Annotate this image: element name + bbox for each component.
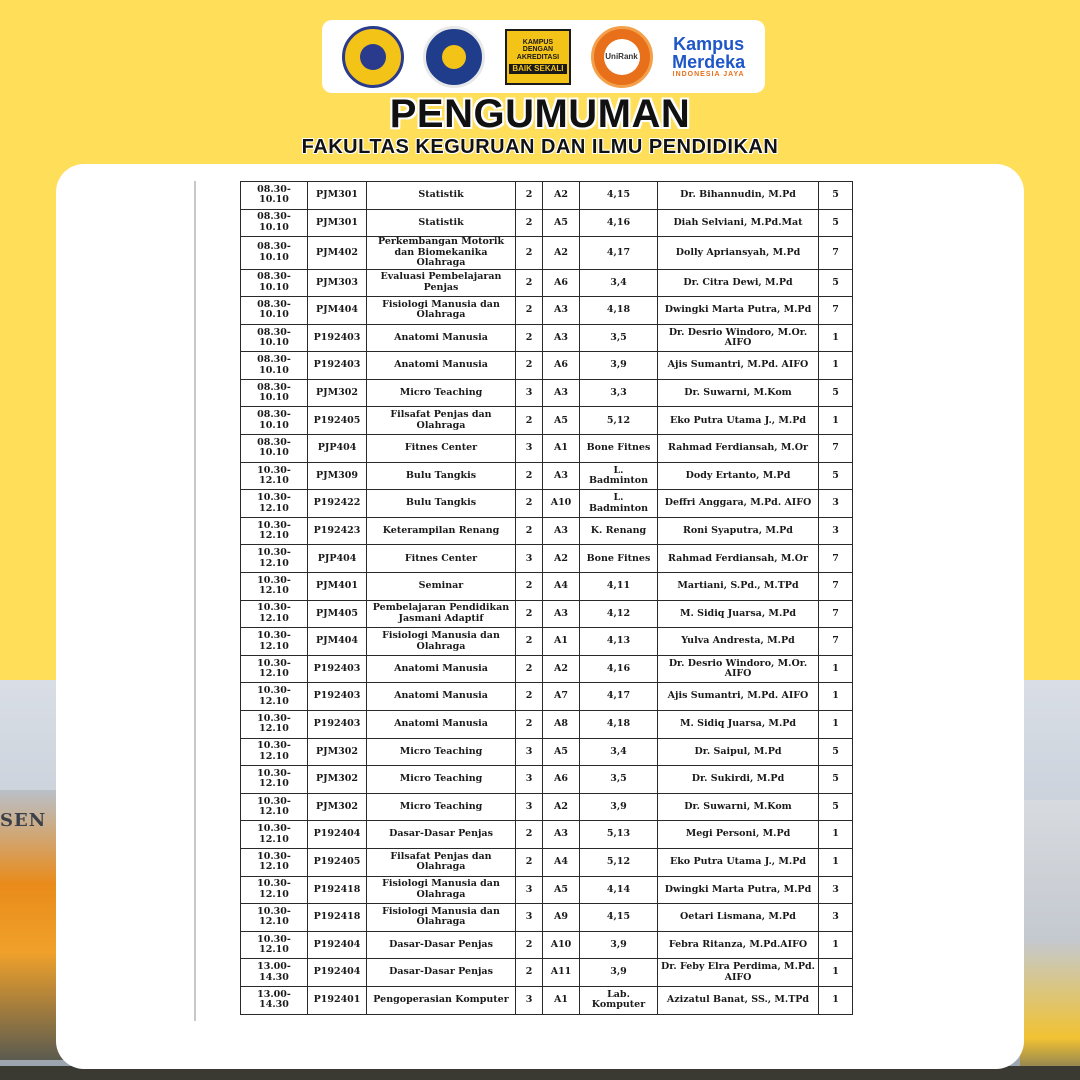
- semester-cell: 5: [819, 738, 853, 766]
- time-cell: 08.30-10.10: [241, 379, 308, 407]
- room-cell: 4,16: [580, 209, 658, 237]
- page-title: PENGUMUMAN: [389, 92, 691, 136]
- course-name-cell: Dasar-Dasar Penjas: [367, 931, 516, 959]
- sks-cell: 2: [516, 628, 543, 656]
- kampus-merdeka-line2: Merdeka: [672, 52, 746, 72]
- akreditasi-line3: AKREDITASI: [516, 53, 560, 61]
- table-row: [241, 237, 853, 269]
- table-row: [241, 986, 853, 1014]
- semester-cell: 5: [819, 462, 853, 490]
- kampus-merdeka-line1: Kampus: [673, 34, 745, 54]
- room-cell: 5,13: [580, 821, 658, 849]
- room-cell: 4,15: [580, 182, 658, 210]
- time-cell: 10.30-12.10: [241, 931, 308, 959]
- time-cell: 08.30-10.10: [241, 407, 308, 435]
- sks-cell: 2: [516, 462, 543, 490]
- sks-cell: 2: [516, 407, 543, 435]
- course-name-cell: Micro Teaching: [367, 793, 516, 821]
- sks-cell: 3: [516, 793, 543, 821]
- class-cell: A3: [543, 379, 580, 407]
- course-name-cell: Perkembangan Motorik dan Biomekanika Olahraga: [367, 237, 516, 269]
- course-name-cell: Fisiologi Manusia dan Olahraga: [367, 904, 516, 932]
- time-cell: 13.00-14.30: [241, 986, 308, 1014]
- time-cell: 10.30-12.10: [241, 738, 308, 766]
- lecturer-cell: Dr. Suwarni, M.Kom: [658, 379, 819, 407]
- lecturer-cell: Ajis Sumantri, M.Pd. AIFO: [658, 352, 819, 380]
- room-cell: L. Badminton: [580, 462, 658, 490]
- course-name-cell: Fisiologi Manusia dan Olahraga: [367, 628, 516, 656]
- table-row: [241, 435, 853, 463]
- table-row: [241, 876, 853, 904]
- lecturer-cell: Dr. Citra Dewi, M.Pd: [658, 269, 819, 297]
- class-cell: A5: [543, 876, 580, 904]
- class-cell: A3: [543, 297, 580, 325]
- semester-cell: 1: [819, 959, 853, 987]
- course-name-cell: Bulu Tangkis: [367, 490, 516, 518]
- table-row: [241, 738, 853, 766]
- table-row: [241, 959, 853, 987]
- course-code-cell: PJM309: [308, 462, 367, 490]
- time-cell: 10.30-12.10: [241, 683, 308, 711]
- sks-cell: 3: [516, 876, 543, 904]
- sks-cell: 2: [516, 600, 543, 628]
- course-name-cell: Anatomi Manusia: [367, 352, 516, 380]
- course-name-cell: Evaluasi Pembelajaran Penjas: [367, 269, 516, 297]
- table-row: [241, 573, 853, 601]
- semester-cell: 3: [819, 904, 853, 932]
- sks-cell: 2: [516, 182, 543, 210]
- document-card: [56, 164, 1024, 1069]
- course-code-cell: PJM303: [308, 269, 367, 297]
- course-code-cell: P192403: [308, 655, 367, 683]
- time-cell: 10.30-12.10: [241, 490, 308, 518]
- semester-cell: 1: [819, 407, 853, 435]
- semester-cell: 1: [819, 352, 853, 380]
- class-cell: A11: [543, 959, 580, 987]
- document-edge: [194, 181, 196, 1021]
- lecturer-cell: Megi Personi, M.Pd: [658, 821, 819, 849]
- lecturer-cell: Dr. Bihannudin, M.Pd: [658, 182, 819, 210]
- sks-cell: 2: [516, 959, 543, 987]
- class-cell: A5: [543, 738, 580, 766]
- lecturer-cell: Eko Putra Utama J., M.Pd: [658, 848, 819, 876]
- room-cell: L. Badminton: [580, 490, 658, 518]
- time-cell: 10.30-12.10: [241, 462, 308, 490]
- time-cell: 08.30-10.10: [241, 209, 308, 237]
- course-name-cell: Micro Teaching: [367, 766, 516, 794]
- sks-cell: 2: [516, 711, 543, 739]
- table-row: [241, 793, 853, 821]
- sks-cell: 2: [516, 573, 543, 601]
- class-cell: A2: [543, 793, 580, 821]
- class-cell: A2: [543, 237, 580, 269]
- class-cell: A3: [543, 821, 580, 849]
- course-code-cell: PJM301: [308, 209, 367, 237]
- lecturer-cell: Rahmad Ferdiansah, M.Or: [658, 545, 819, 573]
- time-cell: 08.30-10.10: [241, 182, 308, 210]
- sks-cell: 2: [516, 848, 543, 876]
- room-cell: 3,9: [580, 793, 658, 821]
- sks-cell: 2: [516, 324, 543, 352]
- lecturer-cell: Dr. Feby Elra Perdima, M.Pd. AIFO: [658, 959, 819, 987]
- room-cell: 4,17: [580, 683, 658, 711]
- room-cell: 4,16: [580, 655, 658, 683]
- kampus-merdeka-line3: INDONESIA JAYA: [672, 71, 745, 78]
- course-name-cell: Anatomi Manusia: [367, 655, 516, 683]
- room-cell: 3,9: [580, 959, 658, 987]
- sks-cell: 2: [516, 269, 543, 297]
- lecturer-cell: Eko Putra Utama J., M.Pd: [658, 407, 819, 435]
- course-name-cell: Keterampilan Renang: [367, 517, 516, 545]
- semester-cell: 5: [819, 209, 853, 237]
- page-subtitle: FAKULTAS KEGURUAN DAN ILMU PENDIDIKAN: [301, 136, 779, 158]
- class-cell: A6: [543, 766, 580, 794]
- time-cell: 10.30-12.10: [241, 573, 308, 601]
- class-cell: A3: [543, 462, 580, 490]
- room-cell: 4,17: [580, 237, 658, 269]
- course-code-cell: PJM402: [308, 237, 367, 269]
- table-row: [241, 182, 853, 210]
- course-code-cell: PJM404: [308, 628, 367, 656]
- lecturer-cell: Dwingki Marta Putra, M.Pd: [658, 876, 819, 904]
- room-cell: 3,3: [580, 379, 658, 407]
- time-cell: 08.30-10.10: [241, 324, 308, 352]
- course-code-cell: PJM404: [308, 297, 367, 325]
- course-name-cell: Pengoperasian Komputer: [367, 986, 516, 1014]
- course-code-cell: P192403: [308, 711, 367, 739]
- lecturer-cell: Dolly Apriansyah, M.Pd: [658, 237, 819, 269]
- sks-cell: 2: [516, 352, 543, 380]
- semester-cell: 3: [819, 517, 853, 545]
- semester-cell: 7: [819, 435, 853, 463]
- room-cell: Lab. Komputer: [580, 986, 658, 1014]
- table-row: [241, 655, 853, 683]
- time-cell: 10.30-12.10: [241, 628, 308, 656]
- sks-cell: 3: [516, 435, 543, 463]
- sks-cell: 2: [516, 297, 543, 325]
- room-cell: 4,13: [580, 628, 658, 656]
- class-cell: A5: [543, 209, 580, 237]
- room-cell: 4,12: [580, 600, 658, 628]
- room-cell: 5,12: [580, 848, 658, 876]
- course-name-cell: Fitnes Center: [367, 545, 516, 573]
- sks-cell: 3: [516, 904, 543, 932]
- table-row: [241, 462, 853, 490]
- class-cell: A3: [543, 517, 580, 545]
- time-cell: 10.30-12.10: [241, 904, 308, 932]
- course-name-cell: Bulu Tangkis: [367, 462, 516, 490]
- table-row: [241, 766, 853, 794]
- room-cell: 3,9: [580, 352, 658, 380]
- room-cell: 4,11: [580, 573, 658, 601]
- course-code-cell: PJM302: [308, 379, 367, 407]
- lecturer-cell: Dody Ertanto, M.Pd: [658, 462, 819, 490]
- class-cell: A6: [543, 269, 580, 297]
- table-row: [241, 324, 853, 352]
- sks-cell: 2: [516, 683, 543, 711]
- class-cell: A3: [543, 600, 580, 628]
- table-row: [241, 297, 853, 325]
- class-cell: A2: [543, 545, 580, 573]
- semester-cell: 1: [819, 986, 853, 1014]
- table-row: [241, 711, 853, 739]
- semester-cell: 7: [819, 237, 853, 269]
- semester-cell: 5: [819, 379, 853, 407]
- building-sign: SEN: [0, 810, 47, 831]
- lecturer-cell: Deffri Anggara, M.Pd. AIFO: [658, 490, 819, 518]
- accreditation-logo: [505, 29, 571, 85]
- course-name-cell: Pembelajaran Pendidikan Jasmani Adaptif: [367, 600, 516, 628]
- sks-cell: 2: [516, 237, 543, 269]
- room-cell: 3,9: [580, 931, 658, 959]
- time-cell: 10.30-12.10: [241, 848, 308, 876]
- room-cell: 4,14: [580, 876, 658, 904]
- class-cell: A1: [543, 628, 580, 656]
- class-cell: A3: [543, 324, 580, 352]
- course-code-cell: PJM302: [308, 766, 367, 794]
- course-code-cell: P192403: [308, 324, 367, 352]
- background-building-right: [1020, 800, 1080, 1080]
- table-row: [241, 490, 853, 518]
- lecturer-cell: Roni Syaputra, M.Pd: [658, 517, 819, 545]
- akreditasi-badge: BAIK SEKALI: [509, 64, 566, 75]
- course-name-cell: Dasar-Dasar Penjas: [367, 821, 516, 849]
- course-name-cell: Anatomi Manusia: [367, 711, 516, 739]
- class-cell: A4: [543, 573, 580, 601]
- table-row: [241, 379, 853, 407]
- class-cell: A7: [543, 683, 580, 711]
- course-name-cell: Micro Teaching: [367, 379, 516, 407]
- semester-cell: 1: [819, 711, 853, 739]
- time-cell: 10.30-12.10: [241, 793, 308, 821]
- course-code-cell: P192404: [308, 931, 367, 959]
- course-code-cell: PJM302: [308, 793, 367, 821]
- logo-bar: [322, 20, 765, 93]
- course-code-cell: P192403: [308, 683, 367, 711]
- course-code-cell: P192403: [308, 352, 367, 380]
- lecturer-cell: Azizatul Banat, SS., M.TPd: [658, 986, 819, 1014]
- semester-cell: 1: [819, 931, 853, 959]
- course-code-cell: P192401: [308, 986, 367, 1014]
- room-cell: Bone Fitnes: [580, 545, 658, 573]
- lecturer-cell: Diah Selviani, M.Pd.Mat: [658, 209, 819, 237]
- course-name-cell: Dasar-Dasar Penjas: [367, 959, 516, 987]
- table-row: [241, 683, 853, 711]
- course-code-cell: P192422: [308, 490, 367, 518]
- semester-cell: 1: [819, 655, 853, 683]
- course-code-cell: P192423: [308, 517, 367, 545]
- lecturer-cell: Dr. Suwarni, M.Kom: [658, 793, 819, 821]
- sks-cell: 2: [516, 209, 543, 237]
- schedule-table: [240, 181, 853, 1015]
- time-cell: 10.30-12.10: [241, 600, 308, 628]
- course-name-cell: Seminar: [367, 573, 516, 601]
- table-row: [241, 821, 853, 849]
- time-cell: 08.30-10.10: [241, 435, 308, 463]
- course-code-cell: PJP404: [308, 435, 367, 463]
- table-row: [241, 545, 853, 573]
- faculty-logo: [423, 26, 485, 88]
- course-code-cell: PJP404: [308, 545, 367, 573]
- course-name-cell: Micro Teaching: [367, 738, 516, 766]
- lecturer-cell: M. Sidiq Juarsa, M.Pd: [658, 711, 819, 739]
- lecturer-cell: Dwingki Marta Putra, M.Pd: [658, 297, 819, 325]
- semester-cell: 1: [819, 324, 853, 352]
- table-row: [241, 600, 853, 628]
- course-name-cell: Anatomi Manusia: [367, 683, 516, 711]
- room-cell: 3,5: [580, 766, 658, 794]
- room-cell: 3,4: [580, 269, 658, 297]
- class-cell: A9: [543, 904, 580, 932]
- course-name-cell: Statistik: [367, 182, 516, 210]
- semester-cell: 7: [819, 297, 853, 325]
- kampus-merdeka-logo: [672, 35, 745, 78]
- semester-cell: 5: [819, 269, 853, 297]
- room-cell: 5,12: [580, 407, 658, 435]
- time-cell: 08.30-10.10: [241, 352, 308, 380]
- lecturer-cell: M. Sidiq Juarsa, M.Pd: [658, 600, 819, 628]
- class-cell: A10: [543, 490, 580, 518]
- sks-cell: 2: [516, 517, 543, 545]
- lecturer-cell: Ajis Sumantri, M.Pd. AIFO: [658, 683, 819, 711]
- lecturer-cell: Dr. Desrio Windoro, M.Or. AIFO: [658, 655, 819, 683]
- semester-cell: 7: [819, 628, 853, 656]
- semester-cell: 7: [819, 573, 853, 601]
- lecturer-cell: Oetari Lismana, M.Pd: [658, 904, 819, 932]
- room-cell: K. Renang: [580, 517, 658, 545]
- course-name-cell: Fitnes Center: [367, 435, 516, 463]
- class-cell: A10: [543, 931, 580, 959]
- time-cell: 10.30-12.10: [241, 821, 308, 849]
- lecturer-cell: Martiani, S.Pd., M.TPd: [658, 573, 819, 601]
- class-cell: A2: [543, 655, 580, 683]
- semester-cell: 7: [819, 600, 853, 628]
- room-cell: 4,15: [580, 904, 658, 932]
- table-row: [241, 269, 853, 297]
- lecturer-cell: Dr. Desrio Windoro, M.Or. AIFO: [658, 324, 819, 352]
- time-cell: 08.30-10.10: [241, 297, 308, 325]
- semester-cell: 5: [819, 793, 853, 821]
- course-name-cell: Anatomi Manusia: [367, 324, 516, 352]
- sks-cell: 2: [516, 821, 543, 849]
- time-cell: 10.30-12.10: [241, 711, 308, 739]
- time-cell: 08.30-10.10: [241, 237, 308, 269]
- course-code-cell: P192418: [308, 904, 367, 932]
- course-code-cell: PJM401: [308, 573, 367, 601]
- table-row: [241, 904, 853, 932]
- akreditasi-line2: DENGAN: [522, 46, 554, 54]
- class-cell: A8: [543, 711, 580, 739]
- table-row: [241, 352, 853, 380]
- room-cell: 4,18: [580, 711, 658, 739]
- course-code-cell: P192405: [308, 407, 367, 435]
- university-logo: [342, 26, 404, 88]
- time-cell: 10.30-12.10: [241, 655, 308, 683]
- akreditasi-line1: KAMPUS: [522, 38, 554, 46]
- semester-cell: 1: [819, 848, 853, 876]
- lecturer-cell: Dr. Sukirdi, M.Pd: [658, 766, 819, 794]
- course-name-cell: Filsafat Penjas dan Olahraga: [367, 848, 516, 876]
- class-cell: A6: [543, 352, 580, 380]
- sks-cell: 3: [516, 379, 543, 407]
- table-row: [241, 209, 853, 237]
- table-row: [241, 407, 853, 435]
- course-code-cell: PJM302: [308, 738, 367, 766]
- semester-cell: 3: [819, 876, 853, 904]
- class-cell: A1: [543, 435, 580, 463]
- semester-cell: 7: [819, 545, 853, 573]
- class-cell: A2: [543, 182, 580, 210]
- lecturer-cell: Febra Ritanza, M.Pd.AIFO: [658, 931, 819, 959]
- lecturer-cell: Dr. Saipul, M.Pd: [658, 738, 819, 766]
- room-cell: 3,5: [580, 324, 658, 352]
- sks-cell: 3: [516, 986, 543, 1014]
- time-cell: 10.30-12.10: [241, 517, 308, 545]
- lecturer-cell: Rahmad Ferdiansah, M.Or: [658, 435, 819, 463]
- class-cell: A1: [543, 986, 580, 1014]
- sks-cell: 3: [516, 545, 543, 573]
- table-row: [241, 931, 853, 959]
- course-code-cell: PJM301: [308, 182, 367, 210]
- semester-cell: 1: [819, 821, 853, 849]
- time-cell: 10.30-12.10: [241, 545, 308, 573]
- course-code-cell: P192404: [308, 959, 367, 987]
- time-cell: 13.00-14.30: [241, 959, 308, 987]
- semester-cell: 5: [819, 766, 853, 794]
- unirank-logo: [591, 26, 653, 88]
- room-cell: 4,18: [580, 297, 658, 325]
- lecturer-cell: Yulva Andresta, M.Pd: [658, 628, 819, 656]
- sks-cell: 2: [516, 490, 543, 518]
- time-cell: 10.30-12.10: [241, 876, 308, 904]
- course-name-cell: Fisiologi Manusia dan Olahraga: [367, 297, 516, 325]
- course-code-cell: P192418: [308, 876, 367, 904]
- course-name-cell: Filsafat Penjas dan Olahraga: [367, 407, 516, 435]
- course-code-cell: P192405: [308, 848, 367, 876]
- table-row: [241, 848, 853, 876]
- room-cell: Bone Fitnes: [580, 435, 658, 463]
- course-code-cell: PJM405: [308, 600, 367, 628]
- semester-cell: 5: [819, 182, 853, 210]
- room-cell: 3,4: [580, 738, 658, 766]
- sks-cell: 3: [516, 766, 543, 794]
- table-row: [241, 628, 853, 656]
- semester-cell: 3: [819, 490, 853, 518]
- course-name-cell: Statistik: [367, 209, 516, 237]
- sks-cell: 2: [516, 931, 543, 959]
- sks-cell: 2: [516, 655, 543, 683]
- unirank-label: UniRank: [604, 39, 640, 75]
- time-cell: 10.30-12.10: [241, 766, 308, 794]
- sks-cell: 3: [516, 738, 543, 766]
- course-code-cell: P192404: [308, 821, 367, 849]
- course-name-cell: Fisiologi Manusia dan Olahraga: [367, 876, 516, 904]
- table-row: [241, 517, 853, 545]
- time-cell: 08.30-10.10: [241, 269, 308, 297]
- semester-cell: 1: [819, 683, 853, 711]
- class-cell: A4: [543, 848, 580, 876]
- class-cell: A5: [543, 407, 580, 435]
